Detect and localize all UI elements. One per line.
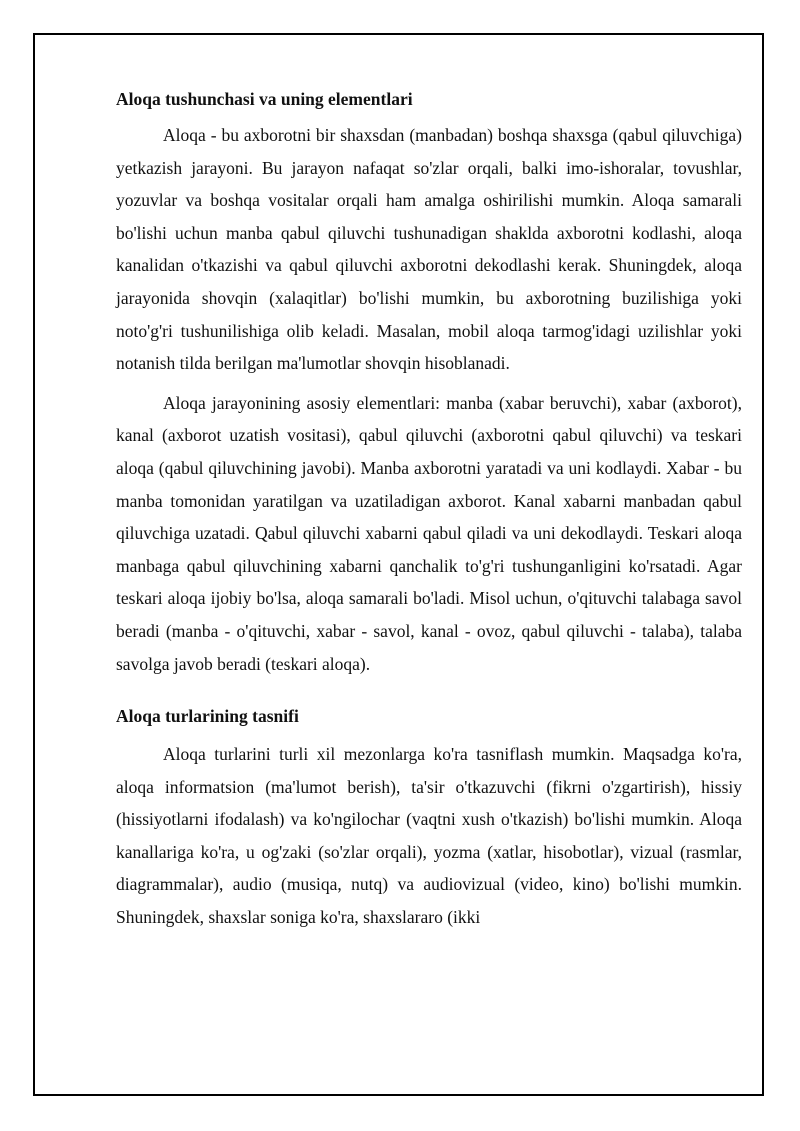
paragraph-communication-elements: Aloqa jarayonining asosiy elementlari: manba (xabar beruvchi), xabar (axborot), kanal (axborot uzatish vositasi), qabul qiluvchi (axborotni qabul qiluvchi) va teskari aloqa (qabul qiluvchining javobi). Manba axborotni yaratadi va uni kodlaydi. Xabar - bu manba tomonidan yaratilgan va uzatiladigan axborot. Kanal xabarni manbadan qabul qiluvchiga uzatadi. Qabul qiluvchi xabarni qabul qiladi va uni dekodlaydi. Teskari aloqa manbaga qabul qiluvchining xabarni qanchalik to'g'ri tushunganligini ko'rsatadi. Agar teskari aloqa ijobiy bo'lsa, aloqa samarali bo'ladi. Misol uchun, o'qituvchi talabaga savol beradi (manba - o'qituvchi, xabar - savol, kanal - ovoz, qabul qiluvchi - talaba), talaba savolga javob beradi (teskari aloqa). bbox=[116, 392, 742, 674]
paragraph-communication-classification: Aloqa turlarini turli xil mezonlarga ko'ra tasniflash mumkin. Maqsadga ko'ra, aloqa informatsion (ma'lumot berish), ta'sir o'tkazuvchi (fikrni o'zgartirish), hissiy (hissiyotlarni ifodalash) va ko'ngilochar (vaqtni xush o'tkazish) bo'lishi mumkin. Aloqa kanallariga ko'ra, u og'zaki (so'zlar orqali), yozma (xatlar, hisobotlar), vizual (rasmlar, diagrammalar), audio (musiqa, nutq) va audiovizual (video, kino) bo'lishi mumkin. Shuningdek, shaxslar soniga ko'ra, shaxslararo (ikki bbox=[116, 744, 742, 928]
section-heading-communication-concept: Aloqa tushunchasi va uning elementlari bbox=[116, 89, 413, 109]
paragraph-communication-definition: Aloqa - bu axborotni bir shaxsdan (manbadan) boshqa shaxsga (qabul qiluvchiga) yetkazish jarayoni. Bu jarayon nafaqat so'zlar orqali, balki imo-ishoralar, tovushlar, yozuvlar va boshqa vositalar orqali ham amalga oshirilishi mumkin. Aloqa samarali bo'lishi uchun manba qabul qiluvchi tushunadigan shaklda axborotni kodlashi, aloqa kanalidan o'tkazishi va qabul qiluvchi axborotni dekodlashi kerak. Shuningdek, aloqa jarayonida shovqin (xalaqitlar) bo'lishi mumkin, bu axborotning buzilishiga yoki noto'g'ri tushunilishiga olib keladi. Masalan, mobil aloqa tarmog'idagi uzilishlar yoki notanish tilda berilgan ma'lumotlar shovqin hisoblanadi. bbox=[116, 125, 742, 374]
section-heading-communication-types: Aloqa turlarining tasnifi bbox=[116, 706, 299, 727]
document-body bbox=[116, 84, 742, 934]
